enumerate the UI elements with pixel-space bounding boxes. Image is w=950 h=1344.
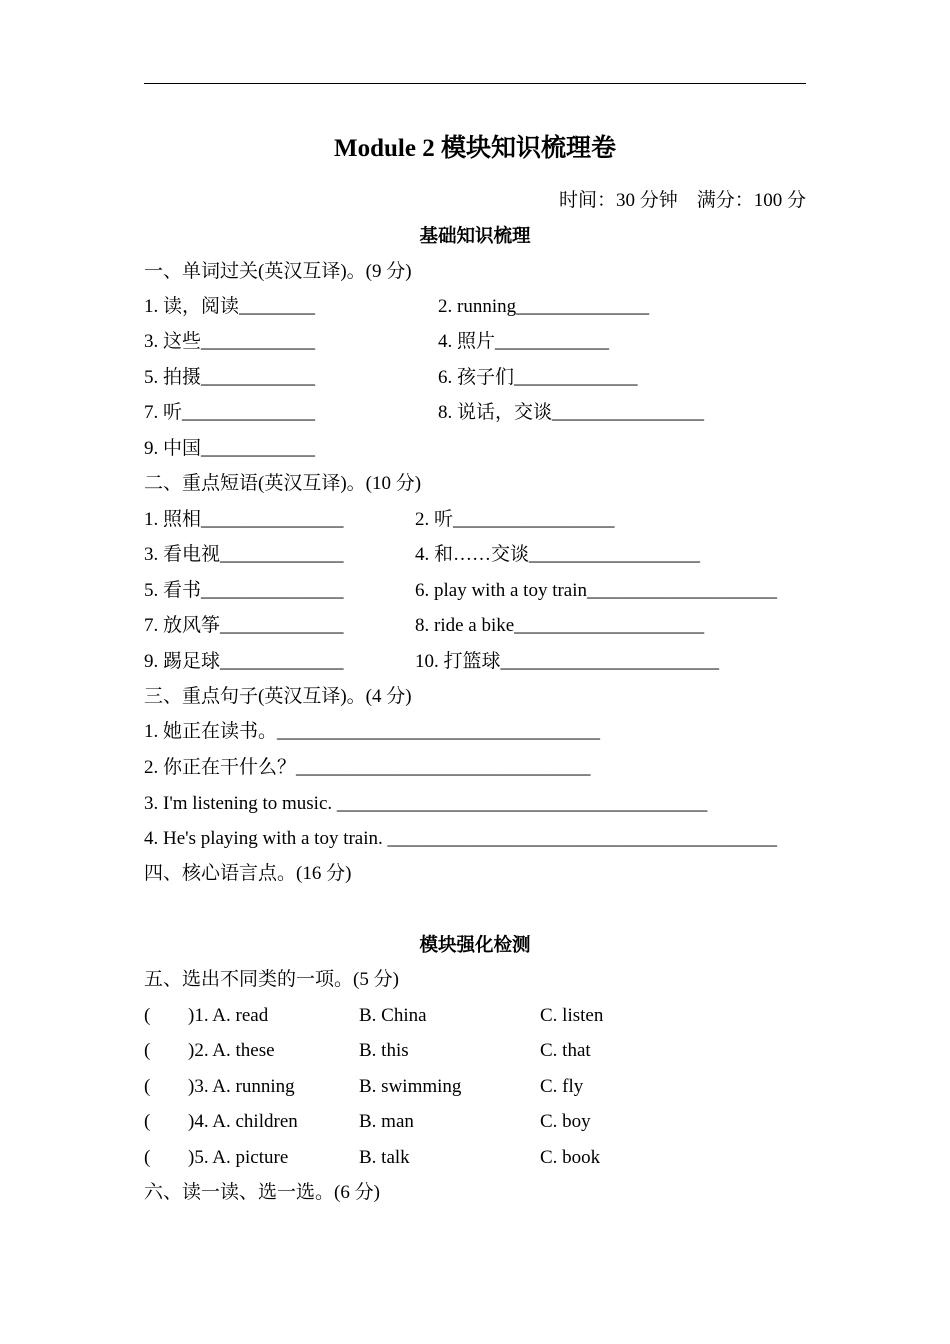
option-c: C. boy (540, 1111, 591, 1132)
vocab-row (144, 368, 844, 392)
phrase-item: 6. play with a toy train____________________ (415, 580, 778, 601)
part5-heading: 五、选出不同类的一项。(5 分) (144, 969, 399, 990)
choice-row (144, 1112, 844, 1136)
phrase-item: 7. 放风筝_____________ (144, 615, 344, 636)
vocab-item: 5. 拍摄____________ (144, 367, 316, 388)
answer-paren: ( (144, 1076, 151, 1097)
option-b: B. swimming (359, 1076, 462, 1097)
time-score-info: 时间：30 分钟 满分：100 分 (558, 190, 806, 211)
sentence-item: 1. 她正在读书。__________________________________ (144, 721, 601, 742)
option-a: )1. A. read (188, 1005, 269, 1026)
vocab-item: 9. 中国____________ (144, 438, 316, 459)
choice-row (144, 1006, 844, 1030)
phrase-row (144, 616, 844, 640)
vocab-item: 7. 听______________ (144, 402, 316, 423)
phrase-item: 8. ride a bike____________________ (415, 615, 705, 636)
option-c: C. fly (540, 1076, 584, 1097)
vocab-item: 6. 孩子们_____________ (438, 367, 638, 388)
vocab-item: 2. running______________ (438, 296, 650, 317)
option-b: B. talk (359, 1147, 410, 1168)
phrase-item: 2. 听_________________ (415, 509, 615, 530)
part6-heading: 六、读一读、选一选。(6 分) (144, 1182, 380, 1203)
section-heading-check: 模块强化检测 (419, 936, 531, 956)
vocab-item: 3. 这些____________ (144, 331, 316, 352)
phrase-row (144, 581, 844, 605)
phrase-row (144, 510, 844, 534)
section-heading-basics: 基础知识梳理 (419, 227, 531, 247)
phrase-row (144, 545, 844, 569)
option-c: C. that (540, 1040, 591, 1061)
option-c: C. listen (540, 1005, 604, 1026)
part3-heading: 三、重点句子(英汉互译)。(4 分) (144, 686, 412, 707)
option-b: B. man (359, 1111, 414, 1132)
page-title: Module 2 模块知识梳理卷 (334, 135, 616, 162)
vocab-item: 4. 照片____________ (438, 331, 610, 352)
choice-row (144, 1077, 844, 1101)
phrase-item: 4. 和……交谈__________________ (415, 544, 701, 565)
vocab-item: 8. 说话，交谈________________ (438, 402, 705, 423)
vocab-item: 1. 读，阅读________ (144, 296, 316, 317)
sentence-item: 3. I'm listening to music. _______________________________________ (144, 793, 708, 814)
choice-row (144, 1041, 844, 1065)
option-a: )4. A. children (188, 1111, 298, 1132)
option-b: B. this (359, 1040, 409, 1061)
answer-paren: ( (144, 1040, 151, 1061)
option-a: )5. A. picture (188, 1147, 289, 1168)
choice-row (144, 1148, 844, 1172)
answer-paren: ( (144, 1111, 151, 1132)
phrase-item: 3. 看电视_____________ (144, 544, 344, 565)
part4-heading: 四、核心语言点。(16 分) (144, 863, 352, 884)
vocab-row (144, 403, 844, 427)
option-b: B. China (359, 1005, 427, 1026)
vocab-row (144, 439, 844, 463)
phrase-item: 10. 打篮球_______________________ (415, 651, 720, 672)
answer-paren: ( (144, 1005, 151, 1026)
answer-paren: ( (144, 1147, 151, 1168)
header-rule (144, 83, 806, 84)
phrase-item: 9. 踢足球_____________ (144, 651, 344, 672)
sentence-item: 4. He's playing with a toy train. _________________________________________ (144, 828, 778, 849)
phrase-row (144, 652, 844, 676)
sentence-item: 2. 你正在干什么？_______________________________ (144, 757, 591, 778)
part1-heading: 一、单词过关(英汉互译)。(9 分) (144, 261, 412, 282)
phrase-item: 1. 照相_______________ (144, 509, 344, 530)
vocab-row (144, 332, 844, 356)
option-a: )3. A. running (188, 1076, 295, 1097)
vocab-row (144, 297, 844, 321)
part2-heading: 二、重点短语(英汉互译)。(10 分) (144, 473, 422, 494)
option-a: )2. A. these (188, 1040, 275, 1061)
phrase-item: 5. 看书_______________ (144, 580, 344, 601)
option-c: C. book (540, 1147, 601, 1168)
